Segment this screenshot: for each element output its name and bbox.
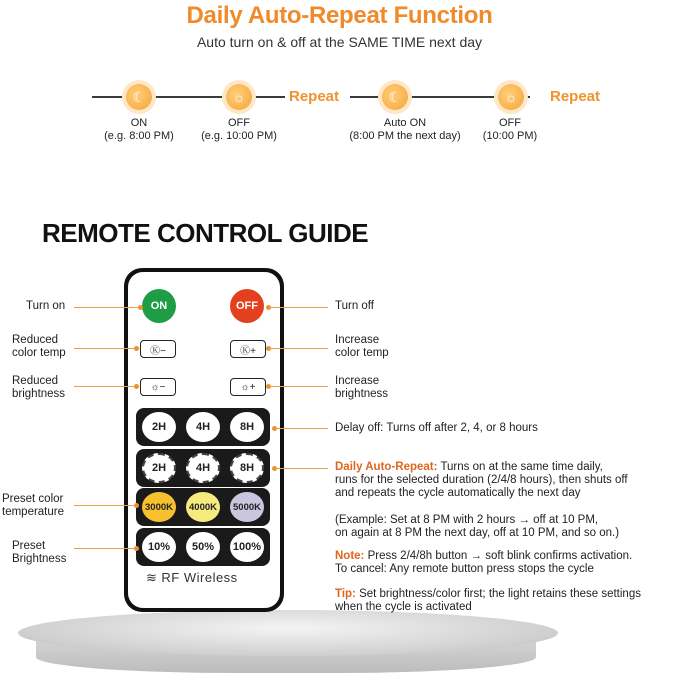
timeline-step-4: OFF (10:00 PM) bbox=[482, 117, 538, 142]
pedestal-top bbox=[18, 610, 558, 656]
leader-line bbox=[74, 548, 136, 549]
sun-icon: ☼ bbox=[498, 84, 524, 110]
leader-line bbox=[270, 307, 328, 308]
page-subtitle: Auto turn on & off at the SAME TIME next day bbox=[196, 34, 483, 50]
leader-line bbox=[276, 468, 328, 469]
repeat-8h-button[interactable]: 8H bbox=[230, 453, 264, 483]
timeline-step-1: ON (e.g. 8:00 PM) bbox=[104, 117, 174, 142]
rf-wireless-label: ≋ RF Wireless bbox=[146, 570, 238, 585]
brightness-50-button[interactable]: 50% bbox=[186, 532, 220, 562]
timeline-line-1 bbox=[92, 96, 285, 98]
increase-brightness-label: Increase brightness bbox=[335, 375, 389, 400]
reduced-color-label: Reduced color temp bbox=[12, 334, 66, 359]
sun-icon: ☼ bbox=[226, 84, 252, 110]
leader-dot bbox=[134, 346, 139, 351]
moon-icon: ☾ bbox=[126, 84, 152, 110]
brightness-minus-button[interactable]: ☼− bbox=[140, 378, 176, 396]
cct-row bbox=[136, 488, 270, 526]
leader-dot bbox=[138, 305, 143, 310]
turn-off-label: Turn off bbox=[335, 300, 374, 312]
delay-4h-button[interactable]: 4H bbox=[186, 412, 220, 442]
reduced-brightness-label: Reduced brightness bbox=[12, 375, 66, 400]
color-temp-minus-button[interactable]: Ⓚ− bbox=[140, 340, 176, 358]
leader-line bbox=[74, 348, 136, 349]
note-text: Note: Press 2/4/8h button → soft blink confirms activation. To cancel: Any remote button press stops the cycle bbox=[335, 550, 633, 575]
delay-2h-button[interactable]: 2H bbox=[142, 412, 176, 442]
off-button[interactable]: OFF bbox=[230, 289, 264, 323]
leader-line bbox=[74, 505, 136, 506]
brightness-row bbox=[136, 528, 270, 566]
brightness-10-button[interactable]: 10% bbox=[142, 532, 176, 562]
cct-3000k-button[interactable]: 3000K bbox=[142, 492, 176, 522]
repeat-2h-button[interactable]: 2H bbox=[142, 453, 176, 483]
cct-4000k-button[interactable]: 4000K bbox=[186, 492, 220, 522]
repeat-4h-button[interactable]: 4H bbox=[186, 453, 220, 483]
turn-on-label: Turn on bbox=[26, 300, 66, 312]
leader-line bbox=[74, 386, 136, 387]
preset-color-label: Preset color temperature bbox=[2, 493, 65, 518]
increase-color-label: Increase color temp bbox=[335, 334, 389, 359]
timeline-step-3: Auto ON (8:00 PM the next day) bbox=[349, 117, 461, 142]
delay-off-row bbox=[136, 408, 270, 446]
on-button[interactable]: ON bbox=[142, 289, 176, 323]
guide-title: REMOTE CONTROL GUIDE bbox=[42, 218, 369, 248]
brightness-plus-button[interactable]: ☼+ bbox=[230, 378, 266, 396]
leader-dot bbox=[134, 384, 139, 389]
auto-repeat-row bbox=[136, 449, 270, 487]
delay-8h-button[interactable]: 8H bbox=[230, 412, 264, 442]
tip-text: Tip: Set brightness/color first; the light retains these settings when the cycle is activated bbox=[335, 588, 641, 613]
leader-line bbox=[74, 307, 140, 308]
cct-5000k-button[interactable]: 5000K bbox=[230, 492, 264, 522]
leader-line bbox=[270, 348, 328, 349]
page-title: Daily Auto-Repeat Function bbox=[186, 2, 493, 29]
leader-dot bbox=[134, 546, 139, 551]
repeat-label-2: Repeat bbox=[550, 88, 601, 105]
moon-icon: ☾ bbox=[382, 84, 408, 110]
timeline-step-2: OFF (e.g. 10:00 PM) bbox=[201, 117, 277, 142]
repeat-label-1: Repeat bbox=[289, 88, 340, 105]
auto-repeat-description: Daily Auto-Repeat: Turns on at the same time daily, runs for the selected duration (2/4/8 hours), then shuts off and repeats the cycle automatically the next day bbox=[335, 461, 628, 499]
color-temp-plus-button[interactable]: Ⓚ+ bbox=[230, 340, 266, 358]
brightness-100-button[interactable]: 100% bbox=[230, 532, 264, 562]
leader-line bbox=[276, 428, 328, 429]
preset-brightness-label: Preset Brightness bbox=[12, 540, 67, 565]
wifi-icon: ≋ bbox=[146, 570, 158, 585]
leader-line bbox=[270, 386, 328, 387]
example-text: (Example: Set at 8 PM with 2 hours → off at 10 PM, on again at 8 PM the next day, off at 10 PM, and so on.) bbox=[335, 514, 620, 539]
leader-dot bbox=[134, 503, 139, 508]
delay-off-label: Delay off: Turns off after 2, 4, or 8 hours bbox=[335, 422, 538, 434]
